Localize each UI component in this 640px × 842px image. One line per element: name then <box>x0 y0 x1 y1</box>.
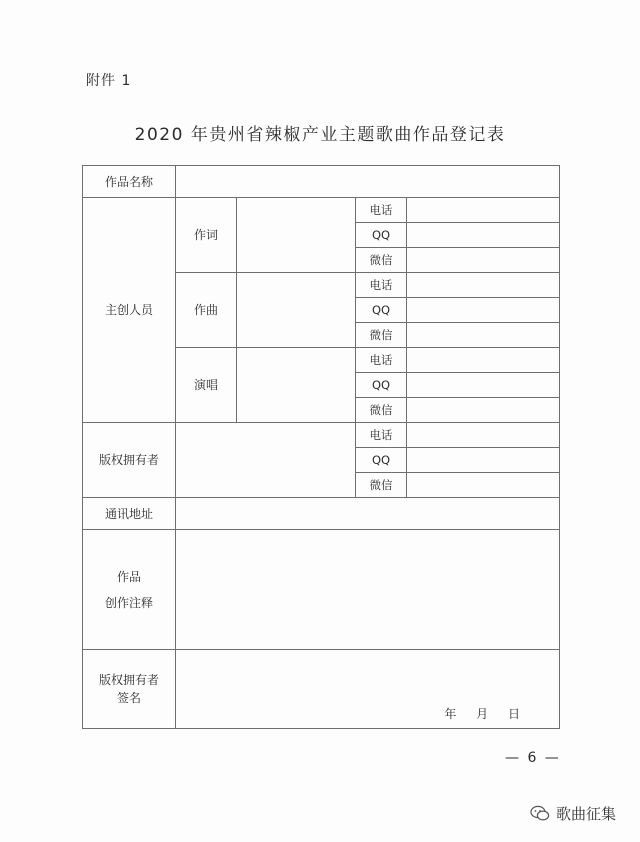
signature-date: 年 月 日 <box>444 707 521 721</box>
composer-phone-label: 电话 <box>356 273 407 298</box>
composer-qq-field[interactable] <box>407 298 560 323</box>
singer-wechat-field[interactable] <box>407 398 560 423</box>
address-field[interactable] <box>176 498 560 530</box>
notes-label-line1: 作品 <box>116 569 141 584</box>
copyright-phone-field[interactable] <box>407 423 560 448</box>
singer-wechat-label: 微信 <box>356 398 407 423</box>
composer-phone-field[interactable] <box>407 273 560 298</box>
singer-qq-field[interactable] <box>407 373 560 398</box>
composer-wechat-field[interactable] <box>407 323 560 348</box>
copyright-phone-label: 电话 <box>356 423 407 448</box>
notes-field[interactable] <box>176 530 560 650</box>
singer-qq-label: QQ <box>356 373 407 398</box>
work-name-label: 作品名称 <box>83 166 176 198</box>
singer-phone-label: 电话 <box>356 348 407 373</box>
copyright-wechat-field[interactable] <box>407 473 560 498</box>
lyricist-phone-label: 电话 <box>356 198 407 223</box>
copyright-owner-name-field[interactable] <box>176 423 356 498</box>
page-number: — 6 — <box>505 750 561 766</box>
source-watermark <box>530 803 616 824</box>
creators-label: 主创人员 <box>83 198 176 423</box>
copyright-qq-label: QQ <box>356 448 407 473</box>
lyricist-name-field[interactable] <box>237 198 356 273</box>
address-label: 通讯地址 <box>83 498 176 530</box>
lyricist-wechat-label: 微信 <box>356 248 407 273</box>
form-title: 2020 年贵州省辣椒产业主题歌曲作品登记表 <box>134 125 506 145</box>
registration-form-table <box>82 165 560 729</box>
work-name-field[interactable] <box>176 166 560 198</box>
lyricist-wechat-field[interactable] <box>407 248 560 273</box>
composer-name-field[interactable] <box>237 273 356 348</box>
composer-label: 作曲 <box>176 273 237 348</box>
watermark-text: 歌曲征集 <box>556 805 617 823</box>
lyricist-qq-field[interactable] <box>407 223 560 248</box>
signature-label-line1: 版权拥有者 <box>98 673 159 687</box>
singer-phone-field[interactable] <box>407 348 560 373</box>
annex-label: 附件 1 <box>86 73 132 89</box>
signature-label <box>83 650 176 729</box>
chat-bubble-icon <box>530 805 550 822</box>
lyricist-phone-field[interactable] <box>407 198 560 223</box>
composer-wechat-label: 微信 <box>356 323 407 348</box>
copyright-owner-label: 版权拥有者 <box>83 423 176 498</box>
copyright-qq-field[interactable] <box>407 448 560 473</box>
lyricist-qq-label: QQ <box>356 223 407 248</box>
signature-field[interactable] <box>176 650 560 729</box>
notes-label <box>83 530 176 650</box>
composer-qq-label: QQ <box>356 298 407 323</box>
copyright-wechat-label: 微信 <box>356 473 407 498</box>
lyricist-label: 作词 <box>176 198 237 273</box>
signature-label-line2: 签名 <box>116 691 141 705</box>
notes-label-line2: 创作注释 <box>104 595 153 610</box>
singer-name-field[interactable] <box>237 348 356 423</box>
singer-label: 演唱 <box>176 348 237 423</box>
